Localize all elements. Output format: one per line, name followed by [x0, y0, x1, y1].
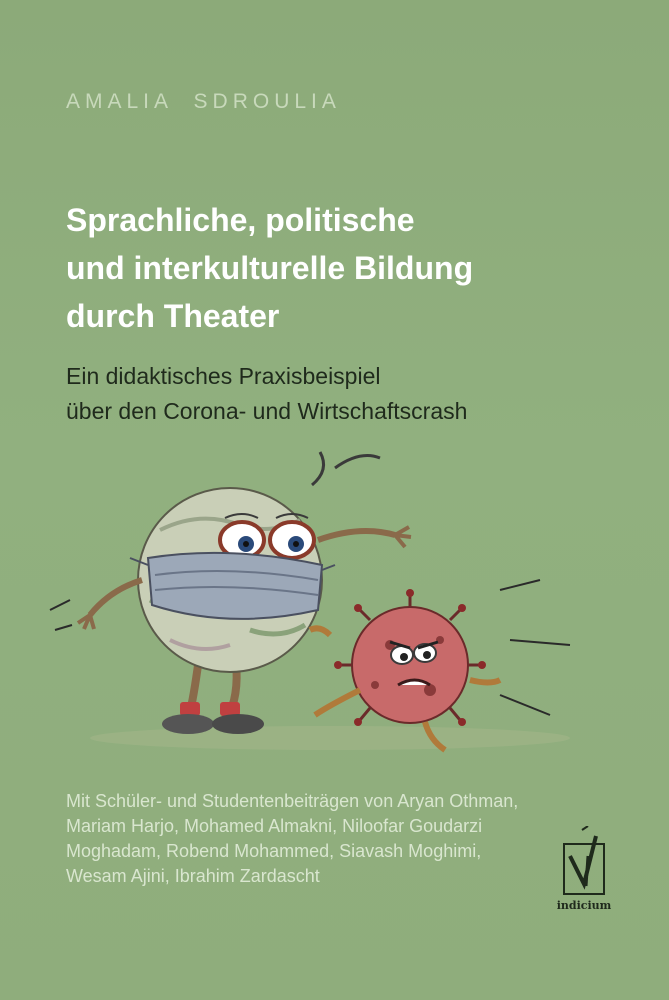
subtitle-line: über den Corona- und Wirtschaftscrash — [66, 398, 468, 424]
author-name: AMALIA SDROULIA — [66, 90, 341, 113]
contributors-note — [66, 789, 586, 889]
title-line: Sprachliche, politische — [66, 202, 415, 238]
virus-character — [310, 589, 500, 750]
book-subtitle — [66, 359, 656, 429]
book-title — [66, 196, 646, 340]
title-line: und interkulturelle Bildung — [66, 250, 474, 286]
subtitle-line: Ein didaktisches Praxisbeispiel — [66, 363, 381, 389]
contributors-line: Moghadam, Robend Mohammed, Siavash Moghimi, — [66, 841, 482, 861]
contributors-line: Wesam Ajini, Ibrahim Zardascht — [66, 866, 320, 886]
publisher-name: indicium — [556, 899, 612, 912]
contributors-line: Mariam Harjo, Mohamed Almakni, Niloofar Goudarzi — [66, 816, 483, 836]
title-line: durch Theater — [66, 298, 280, 334]
indicium-logo-icon — [562, 826, 608, 896]
contributors-line: Mit Schüler- und Studentenbeiträgen von Aryan Othman, — [66, 791, 519, 811]
masked-globe-and-virus-illustration — [30, 440, 610, 770]
